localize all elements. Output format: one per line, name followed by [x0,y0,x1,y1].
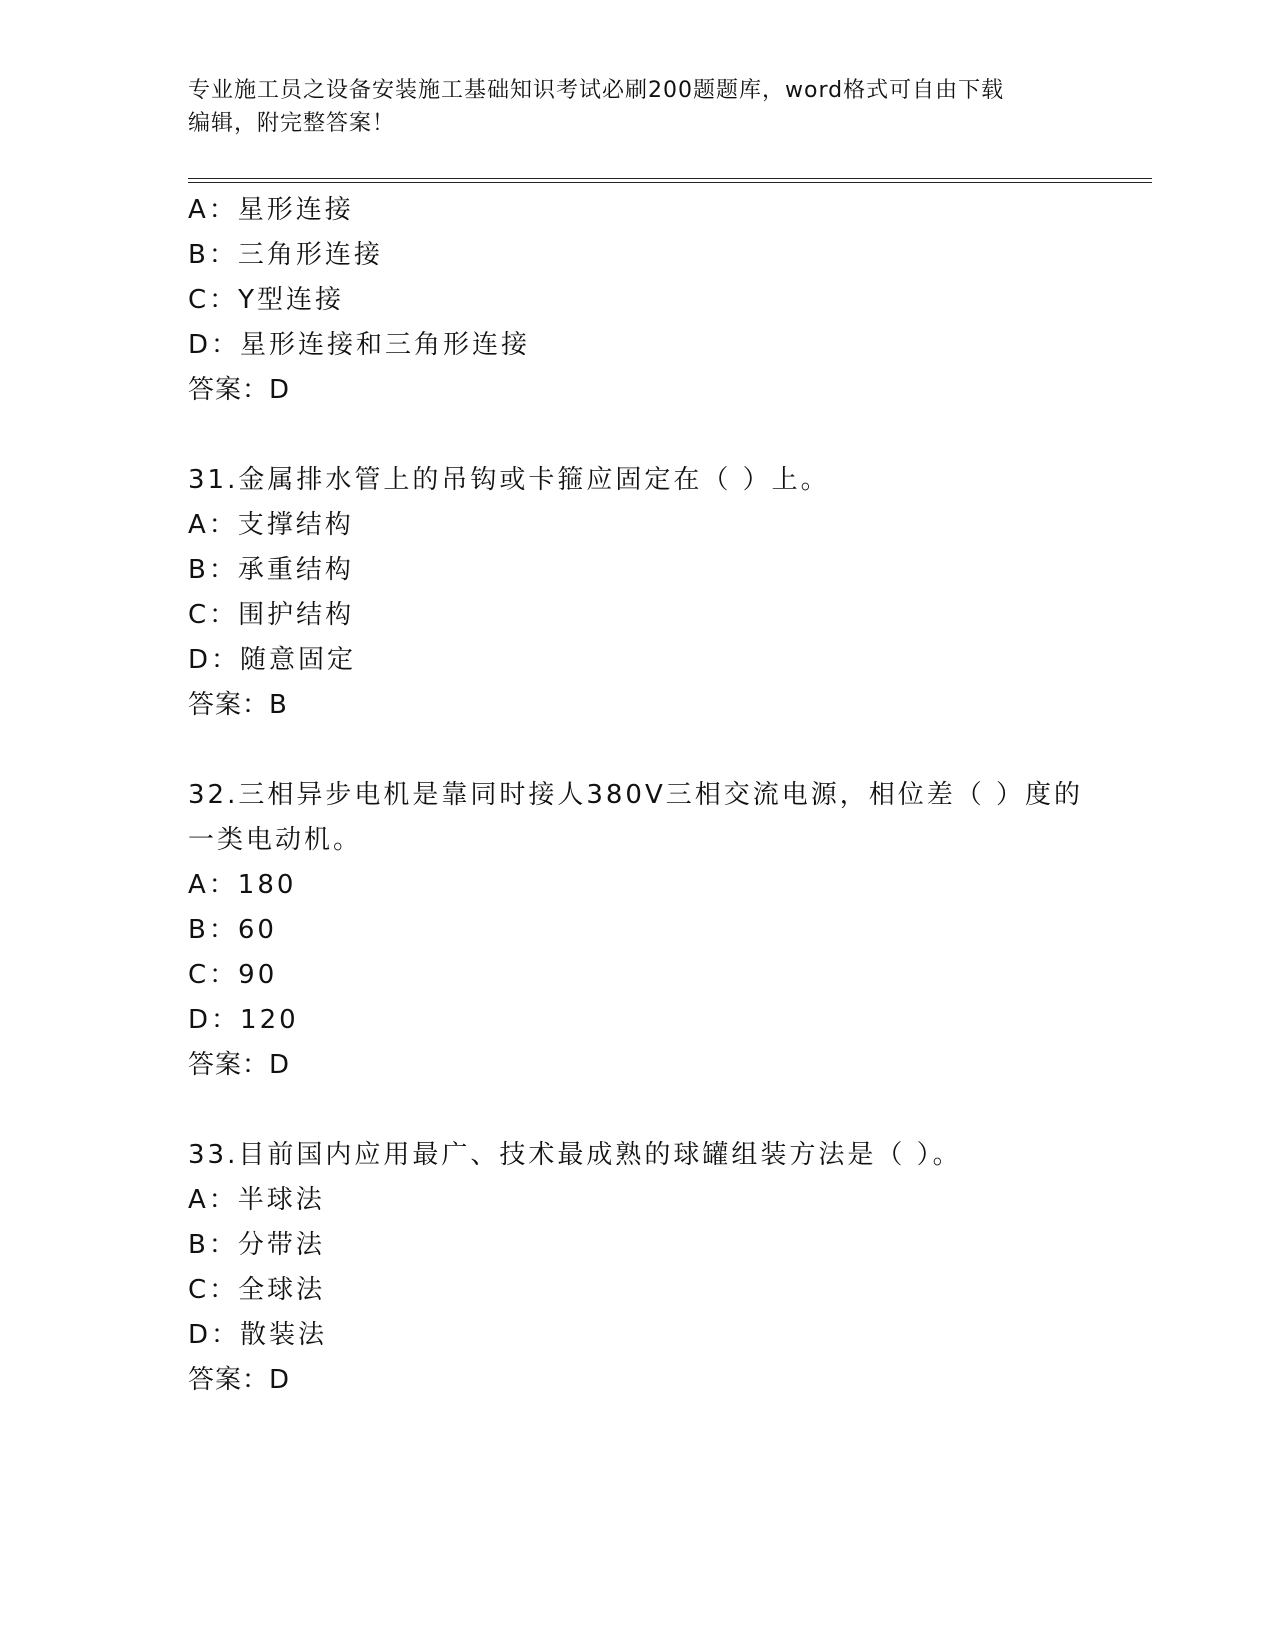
option-c: C：90 [188,960,278,990]
option-a: A：180 [188,870,297,900]
header-line-2: 编辑，附完整答案！ [188,111,396,136]
option-c: C：Y型连接 [188,285,345,315]
question-list [188,188,1088,1403]
question-text: 32.三相异步电机是靠同时接人380V三相交流电源，相位差（ ）度的一类电动机。 [188,780,1084,855]
document-header [188,74,1088,140]
header-divider-top [188,178,1152,179]
option-b: B：分带法 [188,1230,325,1260]
option-b: B：三角形连接 [188,240,383,270]
answer-line: 答案：B [188,690,288,720]
option-b: B：60 [188,915,277,945]
question-block [188,458,1088,728]
answer-line: 答案：D [188,1365,291,1395]
option-a: A：半球法 [188,1185,325,1215]
option-c: C：全球法 [188,1275,326,1305]
question-block [188,188,1088,413]
option-d: D：散装法 [188,1320,328,1350]
question-block [188,773,1088,1088]
option-d: D：120 [188,1005,299,1035]
question-text: 33.目前国内应用最广、技术最成熟的球罐组装方法是（ ）。 [188,1140,962,1170]
answer-line: 答案：D [188,1050,291,1080]
option-d: D：星形连接和三角形连接 [188,330,531,360]
option-d: D：随意固定 [188,645,357,675]
option-a: A：星形连接 [188,195,354,225]
question-block [188,1133,1088,1403]
answer-line: 答案：D [188,375,291,405]
question-text: 31.金属排水管上的吊钩或卡箍应固定在（ ）上。 [188,465,830,495]
option-a: A：支撑结构 [188,510,354,540]
header-divider-bottom [188,182,1152,183]
header-line-1: 专业施工员之设备安装施工基础知识考试必刷200题题库，word格式可自由下载 [188,78,1005,103]
option-c: C：围护结构 [188,600,355,630]
option-b: B：承重结构 [188,555,354,585]
